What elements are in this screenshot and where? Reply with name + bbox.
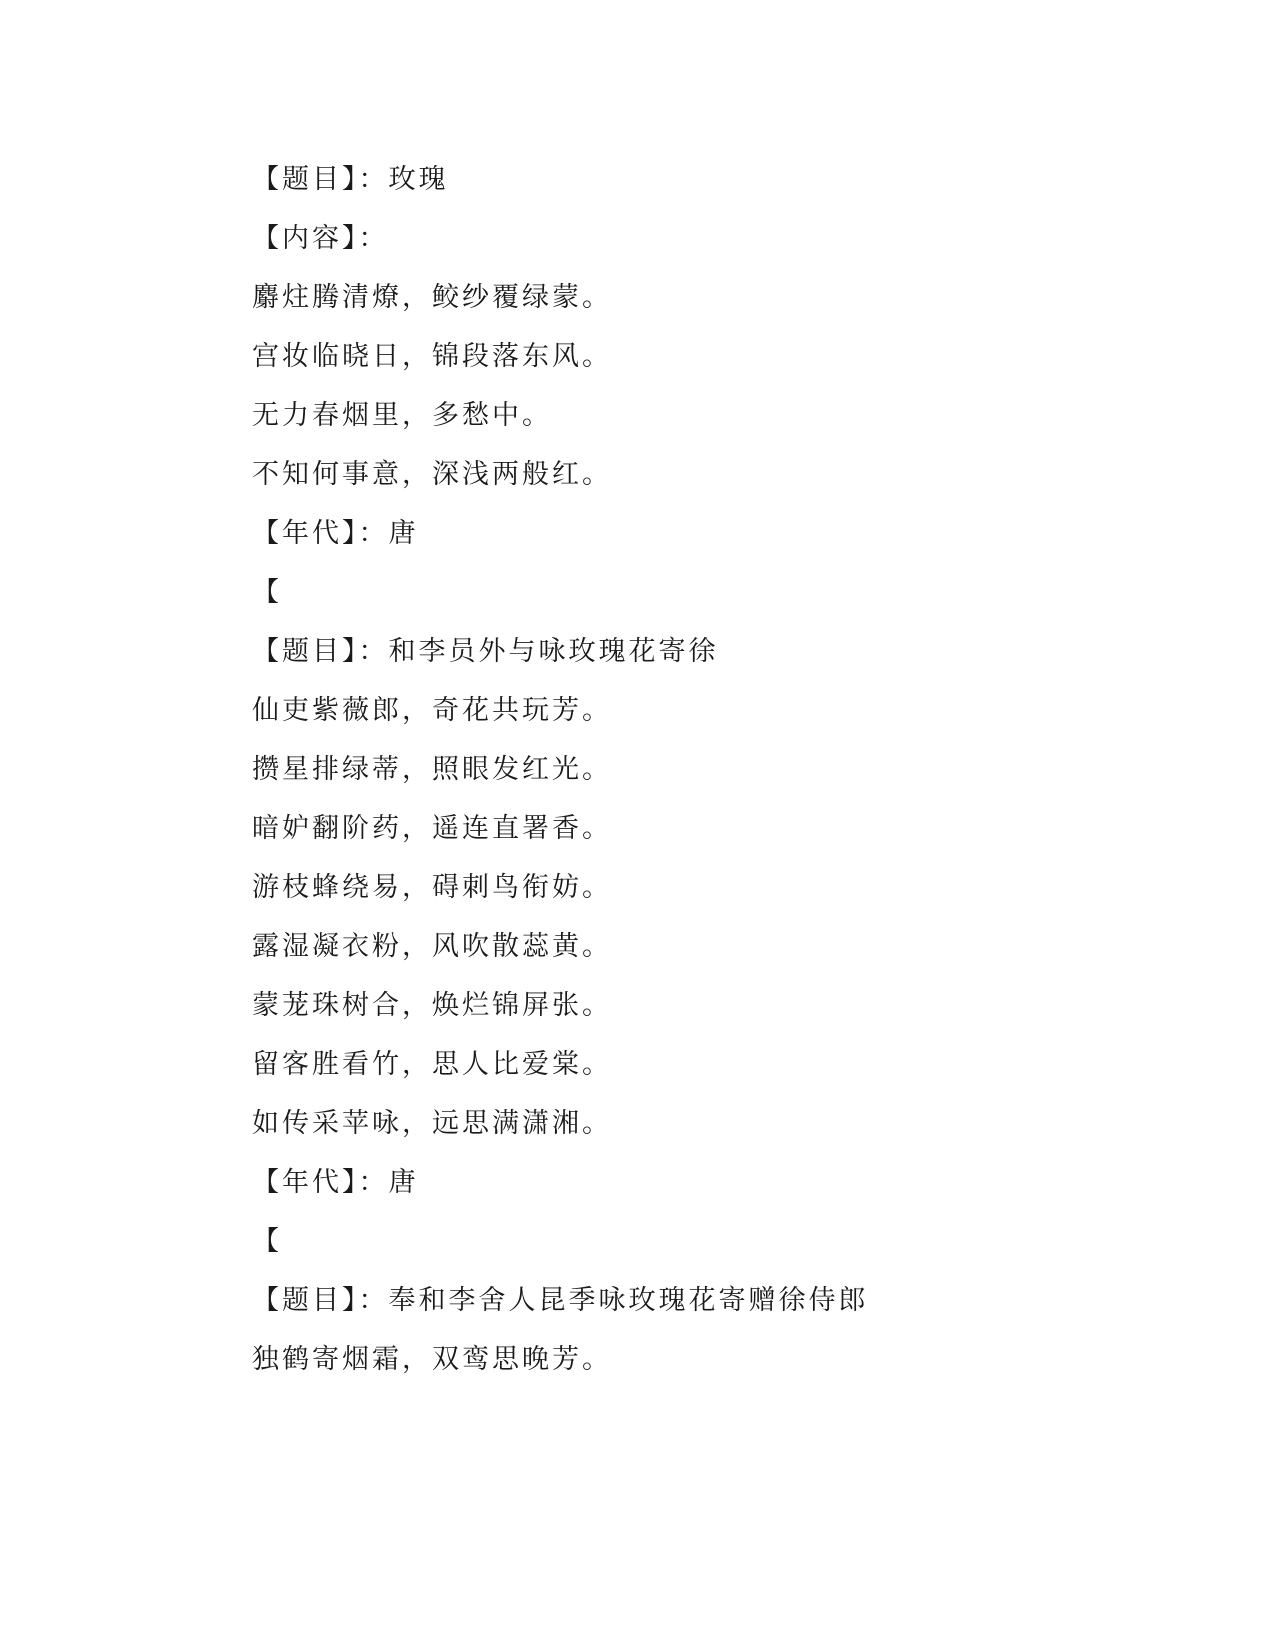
poem-2-verse-3: 暗妒翻阶药，遥连直署香。 — [252, 813, 612, 844]
poem-2-verse-2: 攒星排绿蒂，照眼发红光。 — [252, 754, 612, 785]
poem-1-verse-4: 不知何事意，深浅两般红。 — [252, 459, 612, 490]
poem-1-content-label: 【内容】： — [252, 223, 389, 254]
section-bracket: 【 — [252, 1226, 282, 1257]
document-body — [252, 158, 1152, 1397]
poem-2-verse-6: 蒙茏珠树合，焕烂锦屏张。 — [252, 990, 612, 1021]
poem-2-verse-4: 游枝蜂绕易，碍刺鸟衔妨。 — [252, 872, 612, 903]
poem-2-verse-5: 露湿凝衣粉，风吹散蕊黄。 — [252, 931, 612, 962]
poem-1-verse-2: 宫妆临晓日，锦段落东风。 — [252, 341, 612, 372]
poem-2-era: 【年代】：唐 — [252, 1167, 419, 1198]
poem-2-verse-1: 仙吏紫薇郎，奇花共玩芳。 — [252, 695, 612, 726]
section-bracket: 【 — [252, 577, 282, 608]
poem-3-title: 【题目】：奉和李舍人昆季咏玫瑰花寄赠徐侍郎 — [252, 1285, 869, 1316]
poem-2-verse-7: 留客胜看竹，思人比爱棠。 — [252, 1049, 612, 1080]
poem-2-title: 【题目】：和李员外与咏玫瑰花寄徐 — [252, 636, 719, 667]
poem-3-verse-1: 独鹤寄烟霜，双鸾思晚芳。 — [252, 1344, 612, 1375]
poem-1-verse-1: 麝炷腾清燎，鲛纱覆绿蒙。 — [252, 282, 612, 313]
poem-1-era: 【年代】：唐 — [252, 518, 419, 549]
poem-1-verse-3: 无力春烟里，多愁中。 — [252, 400, 552, 431]
poem-1-title: 【题目】：玫瑰 — [252, 164, 449, 195]
poem-2-verse-8: 如传采苹咏，远思满潇湘。 — [252, 1108, 612, 1139]
